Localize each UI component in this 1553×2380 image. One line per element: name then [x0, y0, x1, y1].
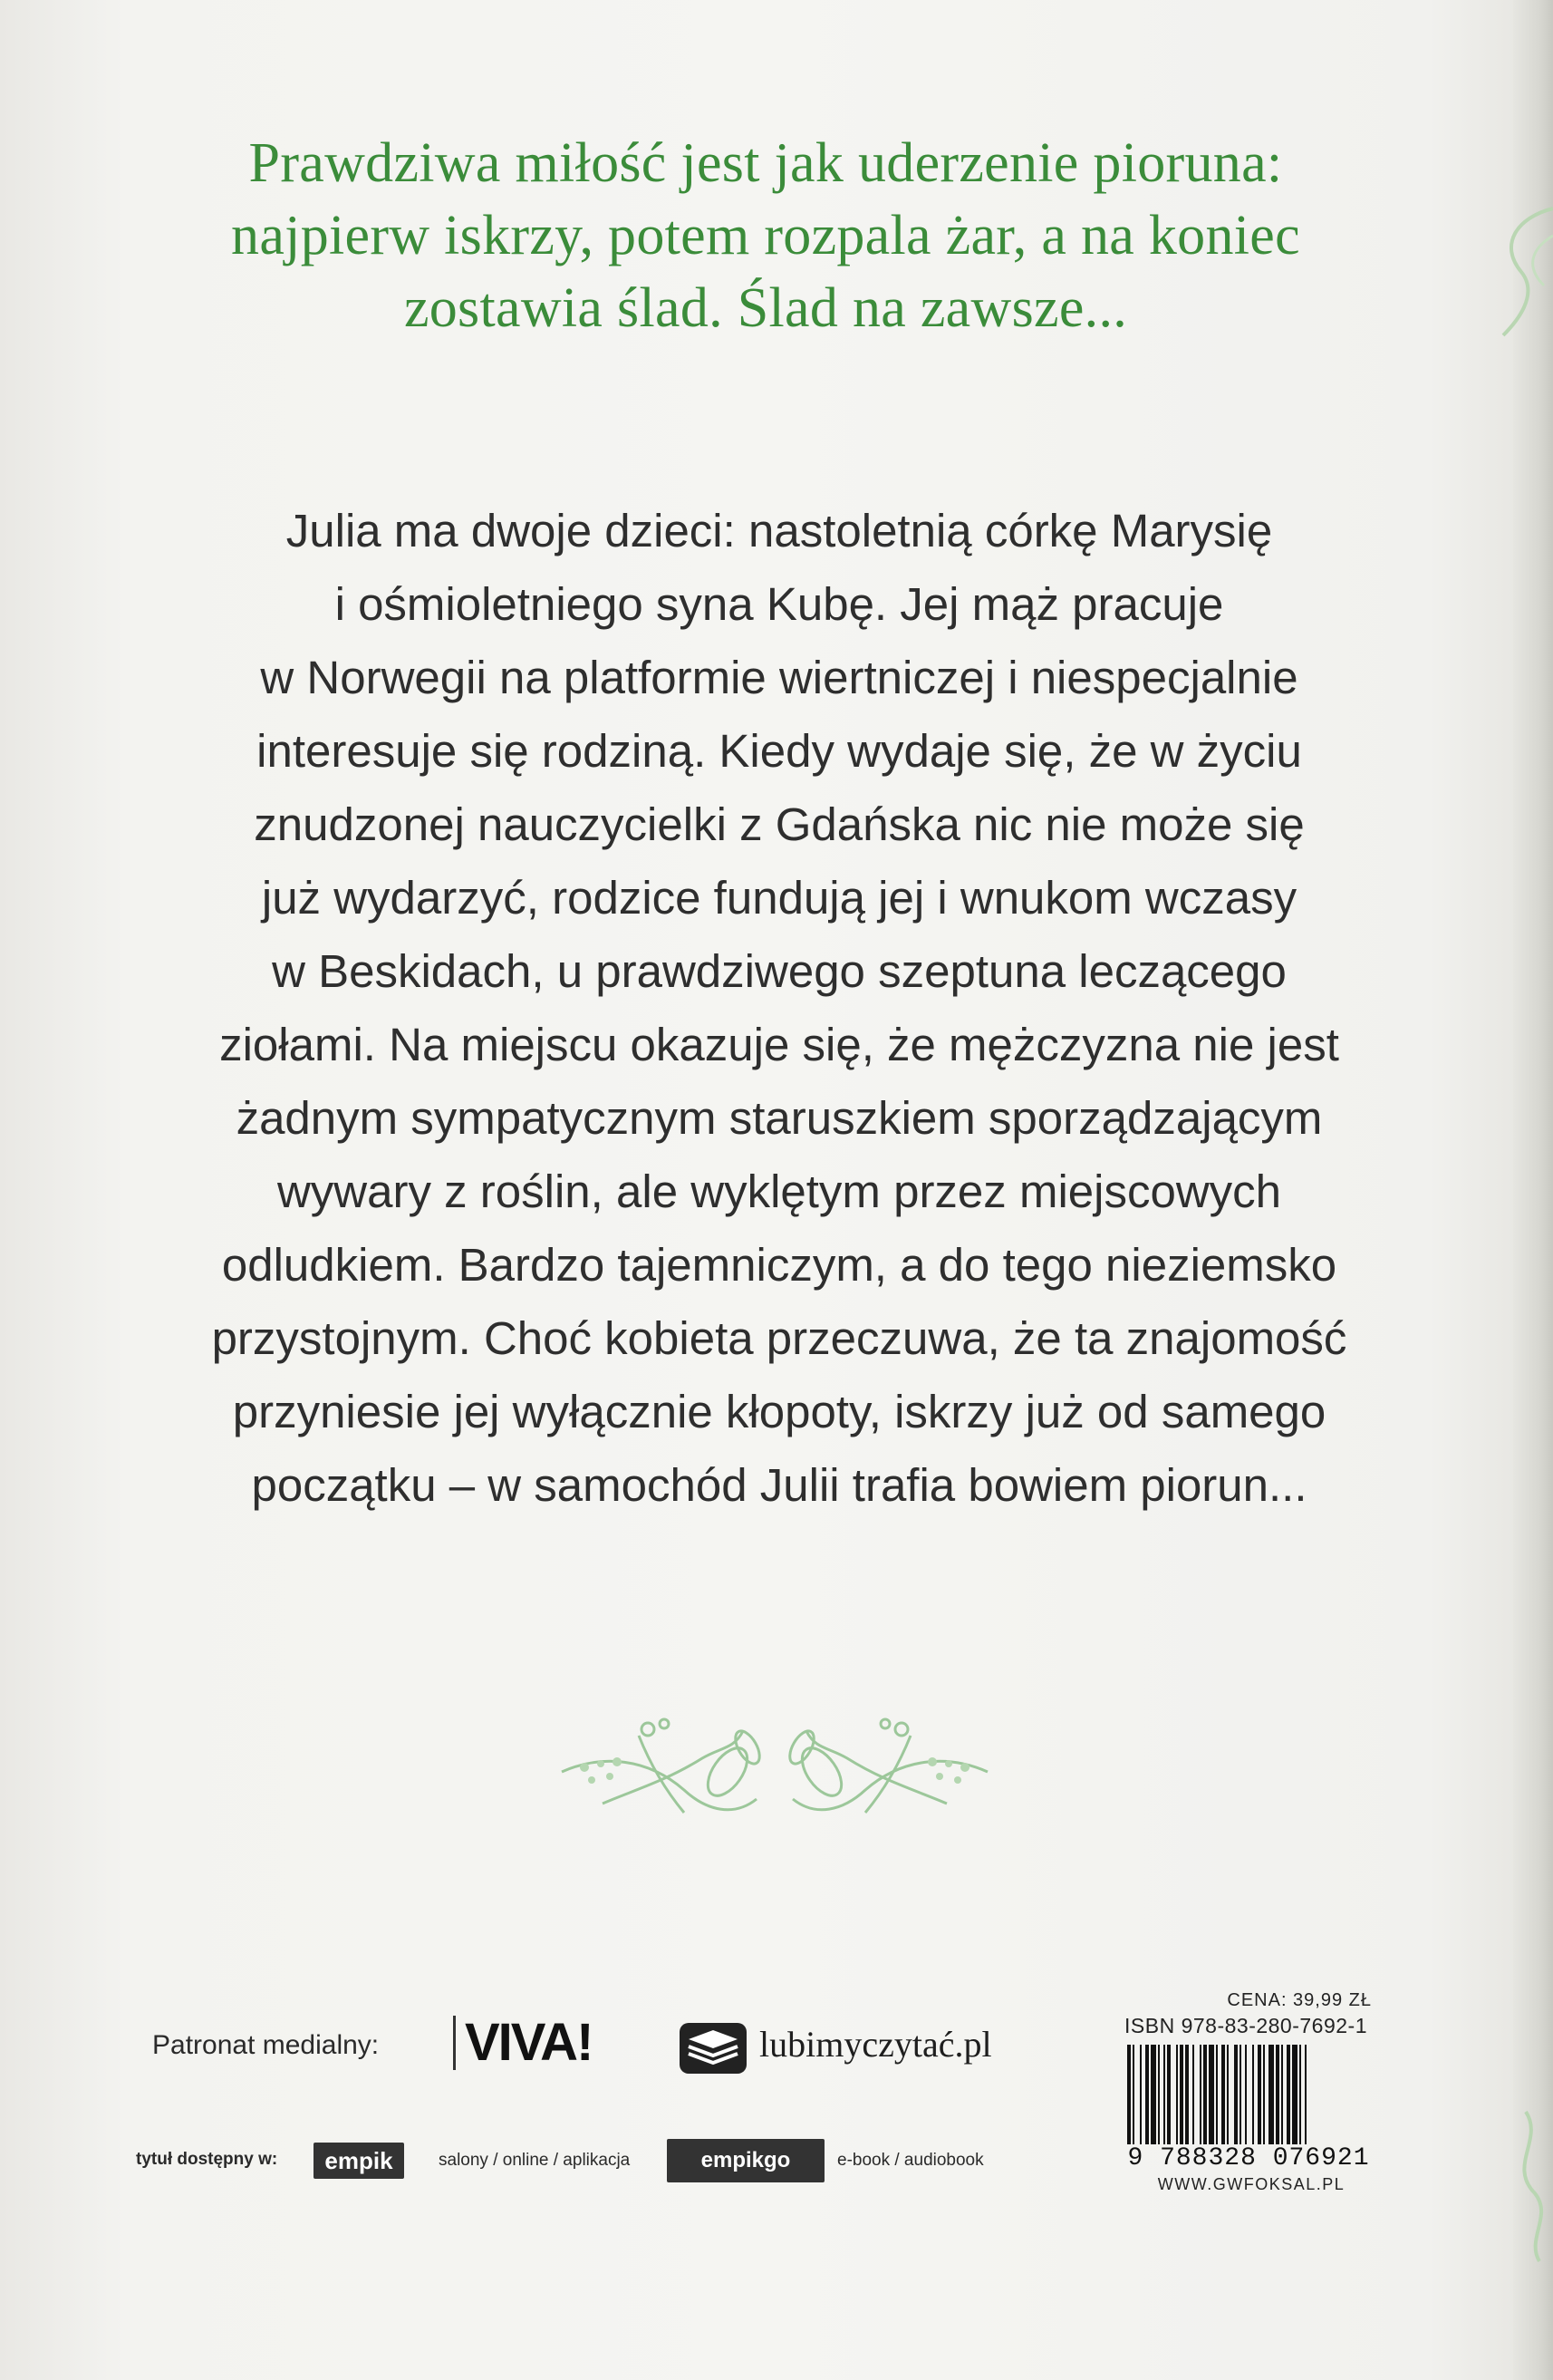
tagline-line: Prawdziwa miłość jest jak uderzenie pioruna:	[248, 132, 1283, 194]
description-line: i ośmioletniego syna Kubę. Jej mąż pracuje	[334, 578, 1224, 630]
description-line: w Norwegii na platformie wiertniczej i niespecjalnie	[260, 652, 1298, 703]
tagline-line: najpierw iskrzy, potem rozpala żar, a na koniec	[231, 205, 1300, 266]
description-line: żadnym sympatycznym staruszkiem sporządzającym	[236, 1092, 1323, 1144]
cover-edge-shadow	[1513, 0, 1553, 2380]
tagline	[145, 127, 1386, 344]
isbn-label: ISBN 978-83-280-7692-1	[1124, 2014, 1367, 2037]
open-book-icon	[678, 2019, 748, 2075]
description-line: wywary z roślin, ale wyklętym przez miejscowych	[276, 1166, 1282, 1217]
description-line: w Beskidach, u prawdziwego szeptuna leczącego	[272, 945, 1287, 997]
description-line: już wydarzyć, rodzice fundują jej i wnukom wczasy	[261, 872, 1297, 924]
description-line: przystojnym. Choć kobieta przeczuwa, że ta znajomość	[211, 1312, 1347, 1364]
vine-decoration-bottom-icon	[1471, 2103, 1553, 2266]
book-description	[127, 494, 1432, 1522]
description-line: znudzonej nauczycielki z Gdańska nic nie może się	[254, 798, 1305, 850]
description-line: ziołami. Na miejscu okazuje się, że mężczyzna nie jest	[219, 1019, 1339, 1070]
availability-label: tytuł dostępny w:	[136, 2150, 278, 2169]
empik-logo: empik	[313, 2143, 404, 2179]
herbal-sprig-ornament-icon	[548, 1704, 1001, 1849]
empik-channels: salony / online / aplikacja	[439, 2151, 631, 2170]
vine-decoration-icon	[1453, 199, 1553, 344]
empikgo-formats: e-book / audiobook	[837, 2151, 984, 2170]
barcode-icon	[1124, 2045, 1379, 2144]
description-line: odludkiem. Bardzo tajemniczym, a do tego nieziemsko	[221, 1239, 1337, 1291]
price-label: CENA: 39,99 ZŁ	[1227, 1990, 1372, 2010]
media-patronage-label: Patronat medialny:	[152, 2030, 380, 2060]
empikgo-logo: empikgo	[667, 2139, 825, 2182]
description-line: przyniesie jej wyłącznie kłopoty, iskrzy już od samego	[232, 1386, 1326, 1437]
publisher-url: WWW.GWFOKSAL.PL	[1157, 2175, 1346, 2193]
barcode-digits: 9 788328 076921	[1127, 2144, 1370, 2172]
description-line: interesuje się rodziną. Kiedy wydaje się, że w życiu	[256, 725, 1302, 777]
viva-logo: VIVA!	[453, 2016, 592, 2070]
tagline-line: zostawia ślad. Ślad na zawsze...	[403, 277, 1128, 339]
description-line: Julia ma dwoje dzieci: nastoletnią córkę Marysię	[285, 505, 1273, 556]
lubimyczytac-logo-text: lubimyczytać.pl	[759, 2024, 992, 2065]
description-line: początku – w samochód Julii trafia bowiem piorun...	[251, 1459, 1307, 1511]
